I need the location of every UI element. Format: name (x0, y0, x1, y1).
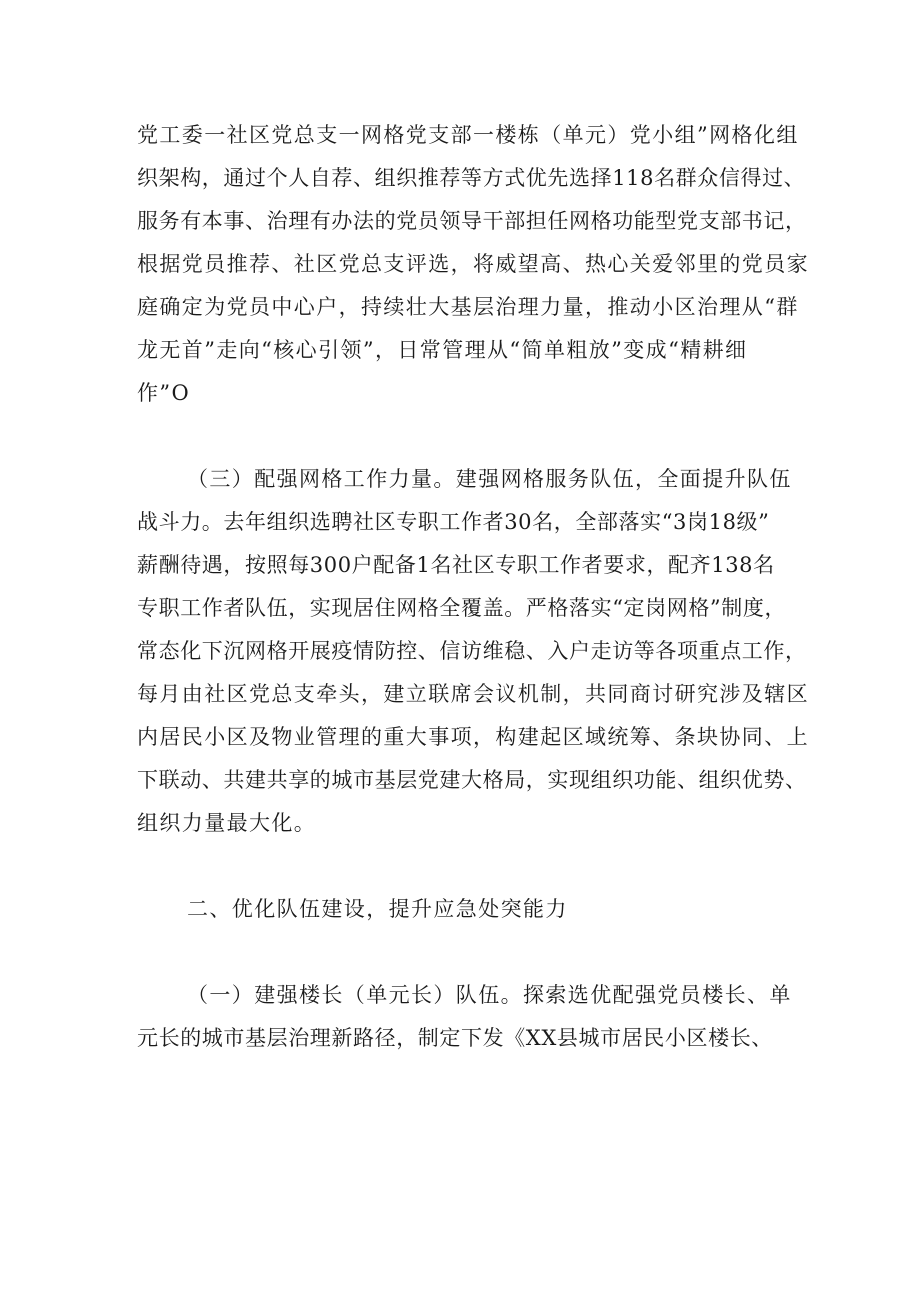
paragraph-1-line-2: 织架构，通过个人自荐、组织推荐等方式优先选择118名群众信得过、 (137, 166, 806, 190)
paragraph-2-line-6: 每月由社区党总支牵头，建立联席会议机制，共同商讨研究涉及辖区 (137, 682, 809, 706)
paragraph-1-line-1: 党工委一社区党总支一网格党支部一楼栋（单元）党小组”网格化组 (137, 123, 799, 147)
paragraph-2-line-8: 下联动、共建共享的城市基层党建大格局，实现组织功能、组织优势、 (137, 768, 807, 792)
paragraph-2-line-1: （三）配强网格工作力量。建强网格服务队伍，全面提升队伍 (187, 467, 792, 491)
paragraph-1-line-5: 庭确定为党员中心户，持续壮大基层治理力量，推动小区治理从“群 (137, 295, 799, 319)
paragraph-3-line-1: （一）建强楼长（单元长）队伍。探索选优配强党员楼长、单 (187, 983, 792, 1007)
paragraph-2-line-2: 战斗力。去年组织选聘社区专职工作者30名，全部落实“3岗18级” (137, 510, 770, 534)
paragraph-3-line-2: 元长的城市基层治理新路径，制定下发《XX县城市居民小区楼长、 (137, 1026, 773, 1050)
paragraph-1-line-3: 服务有本事、治理有办法的党员领导干部担任网格功能型党支部书记， (137, 209, 807, 233)
paragraph-2-line-7: 内居民小区及物业管理的重大事项，构建起区域统筹、条块协同、上 (137, 725, 809, 749)
section-heading: 二、优化队伍建设，提升应急处突能力 (187, 897, 568, 921)
paragraph-1-line-4: 根据党员推荐、社区党总支评选，将威望高、热心关爱邻里的党员家 (137, 252, 809, 276)
paragraph-2-line-3: 薪酬待遇，按照每300户配备1名社区专职工作者要求，配齐138名 (137, 553, 775, 577)
paragraph-1-line-6: 龙无首”走向“核心引领”，日常管理从“简单粗放”变成“精耕细 (137, 338, 748, 362)
paragraph-2-line-5: 常态化下沉网格开展疫情防控、信访维稳、入户走访等各项重点工作， (137, 639, 807, 663)
paragraph-2-line-9: 组织力量最大化。 (137, 811, 317, 835)
paragraph-2-line-4: 专职工作者队伍，实现居住网格全覆盖。严格落实“定岗网格”制度， (137, 596, 787, 620)
paragraph-1-line-7: 作”O (137, 381, 191, 405)
